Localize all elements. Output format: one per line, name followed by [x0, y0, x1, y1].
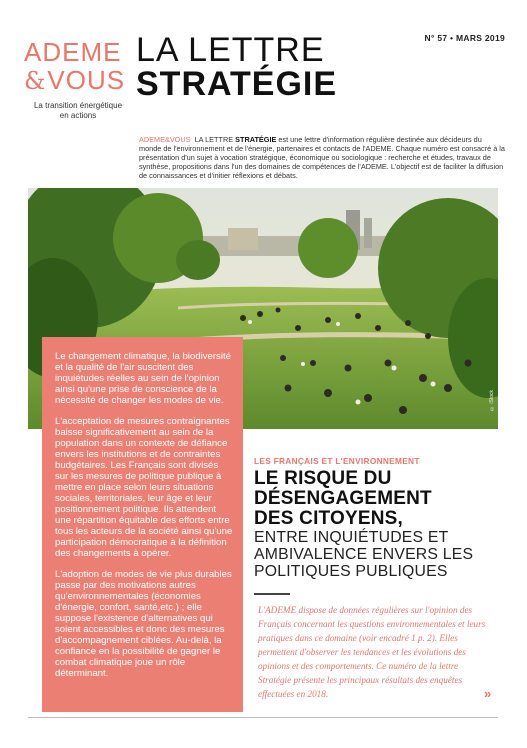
intro-strategie: STRATÉGIE: [235, 135, 277, 144]
summary-box: [42, 337, 243, 712]
subheadline-line-1: ENTRE INQUIÉTUDES ET: [254, 529, 449, 546]
publication-title: [136, 33, 337, 101]
photo-credit: © iStock: [489, 389, 495, 411]
title-line-2: STRATÉGIE: [136, 65, 338, 103]
footer-divider: [28, 717, 498, 718]
title-line-1: LA LETTRE: [136, 31, 325, 69]
brand-vous: VOUS: [47, 65, 126, 95]
headline-line-3: DES CITOYENS,: [254, 508, 404, 529]
brand-line-2: [24, 66, 132, 95]
heading-divider: [254, 593, 290, 595]
brand-tagline: [24, 101, 132, 121]
article-lede: L'ADEME dispose de données régulières sur l'opinion des Français concernant les questions environnementales et leurs pratiques dans ce domaine (voir encadré 1 p. 2). Elles permettent d'observer les tendances et les évolutions des opinions et des comportements. Ce numéro de la lettre Stratégie présente les principaux résultats des enquêtes effectuées en 2018.: [258, 605, 486, 699]
subheadline-line-2: AMBIVALENCE ENVERS LES: [254, 546, 474, 563]
issue-number: N° 57 • MARS 2019: [424, 33, 505, 43]
brand-tagline-2: en actions: [59, 111, 97, 120]
brand-logo: [24, 38, 132, 121]
intro-brand: ADEME&VOUS: [139, 135, 191, 144]
next-page-icon[interactable]: »: [484, 686, 492, 701]
brand-line-1: ADEME: [24, 37, 122, 67]
summary-paragraph-1: Le changement climatique, la biodiversité et la qualité de l'air suscitent des inquiétudes réelles au sein de l'opinion ainsi qu'une prise de conscience de la nécessité de changer les modes de vie.: [55, 351, 231, 406]
intro-paragraph: [139, 135, 505, 180]
headline-line-1: LE RISQUE DU: [254, 468, 392, 489]
intro-text: est une lettre d'information régulière destinée aux décideurs du monde de l'environnement et de l'énergie, partenaires et contacts de l'ADEME. Chaque numéro est consacré à la présentation d'un sujet à vocation stratégique, économique ou sociologique : recherche et études, travaux de synthèse, propositions dans l'un des domaines de compétences de l'ADEME. L'objectif est de faciliter la diffusion de connaissances et d'initier réflexions et débats.: [139, 135, 505, 180]
brand-tagline-1: La transition énergétique: [33, 101, 123, 110]
intro-lettre: LA LETTRE: [194, 135, 234, 144]
subheadline-line-3: POLITIQUES PUBLIQUES: [254, 563, 448, 580]
article-kicker: LES FRANÇAIS ET L'ENVIRONNEMENT: [254, 456, 420, 466]
summary-paragraph-2: L'acceptation de mesures contraignantes baisse significativement au sein de la population dans un contexte de défiance envers les institutions et de contraintes budgétaires. Les Français sont divisés sur les mesures de politique publique à mettre en place selon leurs situations sociales, territoriales, leur âge et leur positionnement politique. Ils attendent une répartition équitable des efforts entre tous les acteurs de la société ainsi qu'une participation démocratique à la définition des changements à opérer.: [55, 416, 233, 559]
brand-ampersand: &: [24, 67, 47, 95]
summary-paragraph-3: L'adoption de modes de vie plus durables passe par des motivations autres qu'environnementales (économies d'énergie, confort, santé,etc.) ; elle suppose l'existence d'alternatives qui soient accessibles et donc des mesures d'accompagnement ciblées. Au-delà, la confiance en la possibilité de gagner le combat climatique joue un rôle déterminant.: [55, 569, 232, 679]
article-heading: [254, 456, 509, 595]
headline-line-2: DÉSENGAGEMENT: [254, 488, 432, 509]
